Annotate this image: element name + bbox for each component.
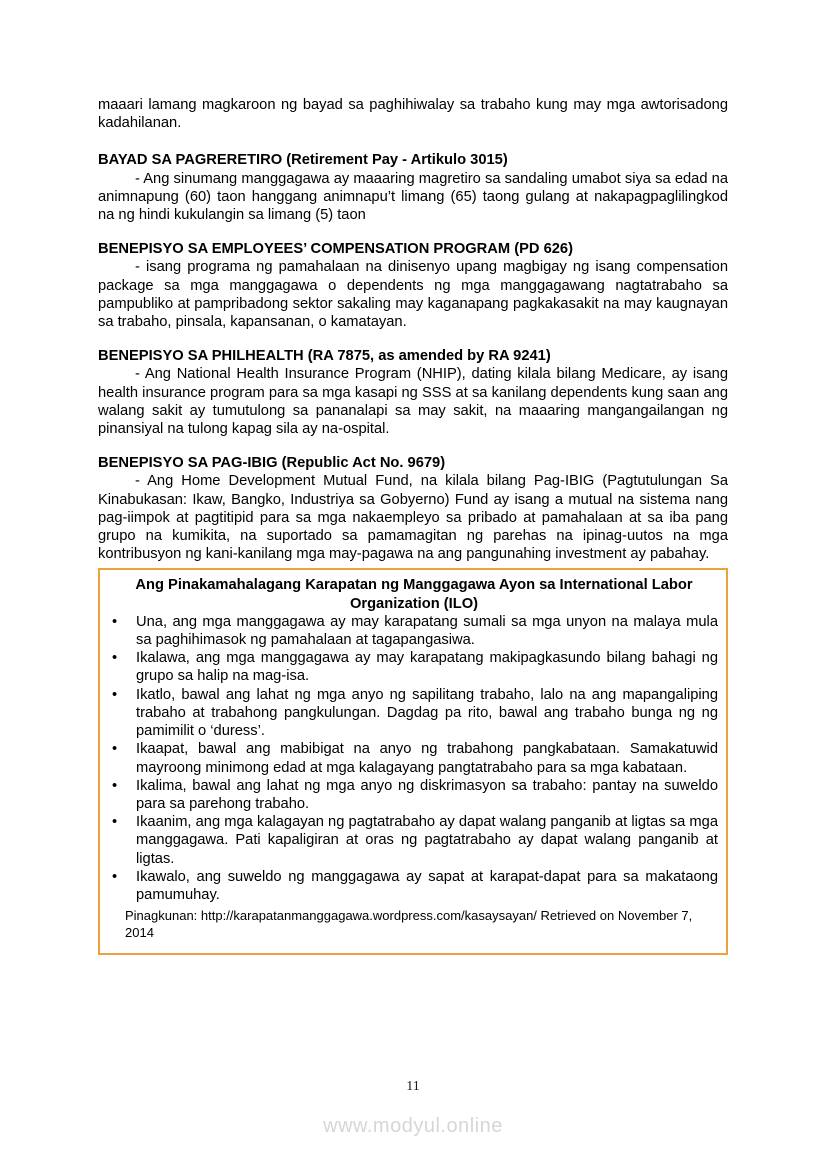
- watermark-text: www.modyul.online: [323, 1115, 503, 1137]
- section-philhealth: [98, 347, 728, 438]
- ilo-rights-list: [110, 613, 718, 904]
- section-employees-compensation: [98, 240, 728, 331]
- document-body: [98, 96, 728, 955]
- source-citation: Pinagkunan: http://karapatanmanggagawa.wordpress.com/kasaysayan/ Retrieved on November 7, 2014: [125, 908, 693, 941]
- ilo-bullet-una: • Una, ang mga manggagawa ay may karapatang sumali sa mga unyon na malaya mula sa paghihimasok ng pamahalaan at tagapangasiwa.: [110, 613, 718, 649]
- section-heading-pag-ibig: BENEPISYO SA PAG-IBIG (Republic Act No. 9679): [98, 455, 446, 472]
- section-body-philhealth: - Ang National Health Insurance Program (NHIP), dating kilala bilang Medicare, ay isang health insurance program para sa mga kasapi ng SSS at sa kanilang dependents kung saan ang walang sakit ay tumutulong sa pananalapi sa may sakit, na maaaring mangangailangan ng pinansiyal na tulong kapag sila ay na-ospital.: [98, 366, 728, 438]
- page-number: 11: [406, 1079, 420, 1094]
- ilo-bullet-ikaapat: • Ikaapat, bawal ang mabibigat na anyo ng trabahong pangkabataan. Samakatuwid mayroong minimong edad at mga kalagayang pangtatrabaho para sa mga kabataan.: [110, 740, 718, 776]
- ilo-bullet-ikatlo: • Ikatlo, bawal ang lahat ng mga anyo ng sapilitang trabaho, lalo na ang mapangaliping trabaho at trabahong pangkulungan. Dagdag pa rito, bawal ang trabaho bunga ng ng pamimilit o ‘duress’.: [110, 686, 718, 741]
- section-body-retirement-pay: - Ang sinumang manggagawa ay maaaring magretiro sa sandaling umabot siya sa edad na animnapung (60) taon hanggang animnapu’t limang (65) taong gulang at nakapagpaglilingkod na ng hindi kukulangin sa limang (5) taon: [98, 170, 728, 224]
- ilo-bullet-ikaanim: • Ikaanim, ang mga kalagayan ng pagtatrabaho ay dapat walang panganib at ligtas sa mga manggagawa. Pati kapaligiran at oras ng pagtatrabaho ay dapat walang panganib at ligtas.: [110, 813, 718, 868]
- section-retirement-pay: [98, 151, 728, 224]
- ilo-bullet-ikawalo: • Ikawalo, ang suweldo ng manggagawa ay sapat at karapat-dapat para sa makataong pamumuhay.: [110, 868, 718, 904]
- ilo-bullet-ikalima: • Ikalima, bawal ang lahat ng mga anyo ng diskrimasyon sa trabaho: pantay na suweldo para sa parehong trabaho.: [110, 777, 718, 813]
- section-heading-retirement-pay: BAYAD SA PAGRERETIRO (Retirement Pay - Artikulo 3015): [98, 152, 508, 169]
- intro-paragraph: maaari lamang magkaroon ng bayad sa paghihiwalay sa trabaho kung may mga awtorisadong kadahilanan.: [98, 97, 728, 132]
- section-pag-ibig: [98, 454, 728, 563]
- section-heading-philhealth: BENEPISYO SA PHILHEALTH (RA 7875, as amended by RA 9241): [98, 348, 551, 365]
- ilo-bullet-ikalawa: • Ikalawa, ang mga manggagawa ay may karapatang makipagkasundo bilang bahagi ng grupo sa halip na mag-isa.: [110, 649, 718, 685]
- section-body-pag-ibig: - Ang Home Development Mutual Fund, na kilala bilang Pag-IBIG (Pagtutulungan Sa Kinabukasan: Ikaw, Bangko, Industriya sa Gobyerno) Fund ay isang a mutual na sistema nang pag-iimpok at pagtitipid para sa mga nakaempleyo sa pribado at pamahalaan at sa iba pang grupo na kumikita, na suportado sa pamamagitan ng parehas na ipinag-uutos na mga kontribusyon ng kani-kanilang mga may-pagawa na ang pangunahing investment ay pabahay.: [98, 473, 728, 563]
- section-body-employees-compensation: - isang programa ng pamahalaan na dinisenyo upang magbigay ng isang compensation package sa mga manggagawa o dependents ng mga manggagawang nagtatrabaho sa pampubliko at pampribadong sektor sakaling may kaganapang pagkakasakit na may kaugnayan sa trabaho, pinsala, kapansanan, o kamatayan.: [98, 259, 728, 331]
- ilo-box-title: Ang Pinakamahalagang Karapatan ng Manggagawa Ayon sa International Labor Organization (ILO): [135, 577, 693, 612]
- section-heading-employees-compensation: BENEPISYO SA EMPLOYEES’ COMPENSATION PROGRAM (PD 626): [98, 241, 573, 258]
- ilo-rights-box: [98, 568, 728, 955]
